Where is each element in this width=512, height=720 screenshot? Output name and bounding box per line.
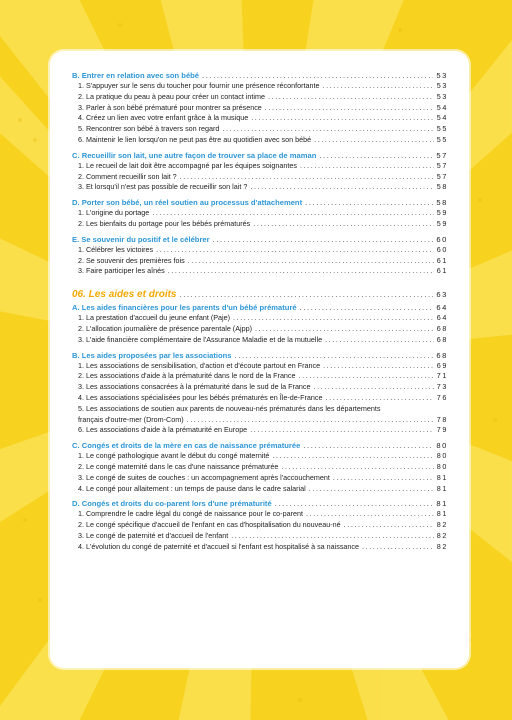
dot-leader bbox=[250, 425, 434, 436]
toc-entry[interactable] bbox=[72, 335, 448, 346]
section-title: C. Recueillir son lait, une autre façon de trouver sa place de maman bbox=[72, 150, 317, 160]
dot-leader bbox=[265, 103, 434, 114]
dot-leader bbox=[305, 197, 433, 208]
toc-page-number: 68 bbox=[436, 350, 448, 360]
toc-entry-label: 2. Se souvenir des premières fois bbox=[78, 255, 185, 265]
toc-page-number: 69 bbox=[436, 360, 448, 370]
toc-entry[interactable] bbox=[72, 124, 448, 135]
toc-entry-label: 5. Les associations de soutien aux parents de nouveau-nés prématurés dans les départements bbox=[78, 403, 381, 413]
toc-page-number: 64 bbox=[436, 313, 448, 323]
dot-leader bbox=[180, 289, 434, 301]
toc-entry-label: 2. Les associations d'aide à la prématurité dans le nord de la France bbox=[78, 371, 296, 381]
toc-page-number: 81 bbox=[436, 483, 448, 493]
dot-leader bbox=[326, 393, 434, 404]
table-of-contents bbox=[72, 69, 448, 553]
toc-section[interactable] bbox=[72, 150, 448, 161]
toc-entry-label: 2. La pratique du peau à peau pour créer un contact intime bbox=[78, 91, 266, 101]
toc-page-number: 60 bbox=[436, 244, 448, 254]
toc-entry-label: 5. Rencontrer son bébé à travers son regard bbox=[78, 124, 220, 134]
toc-entry[interactable] bbox=[72, 103, 448, 114]
toc-page-number: 81 bbox=[436, 499, 448, 509]
toc-entry-label: 3. Le congé de suites de couches : un accompagnement après l'accouchement bbox=[78, 472, 330, 482]
toc-entry-label: 3. L'aide financière complémentaire de l'Assurance Maladie et de la mutuelle bbox=[78, 334, 323, 344]
toc-page-number: 58 bbox=[436, 182, 448, 192]
toc-entry-label: 3. Parler à son bébé prématuré pour montrer sa présence bbox=[78, 102, 262, 112]
section-title: B. Les aides proposées par les associations bbox=[72, 350, 232, 360]
dot-leader bbox=[202, 70, 433, 81]
toc-entry-label: 3. Le congé de paternité et d'accueil de l'enfant bbox=[78, 530, 229, 540]
dot-leader bbox=[156, 245, 434, 256]
toc-page-number: 60 bbox=[436, 234, 448, 244]
dot-leader bbox=[303, 440, 433, 451]
toc-page-number: 57 bbox=[436, 171, 448, 181]
toc-entry[interactable] bbox=[72, 313, 448, 324]
toc-entry[interactable] bbox=[72, 382, 448, 393]
toc-page-number: 53 bbox=[436, 71, 448, 80]
toc-entry[interactable] bbox=[72, 256, 448, 267]
section-title: A. Les aides financières pour les parents d'un bébé prématuré bbox=[72, 303, 297, 313]
toc-page-number: 54 bbox=[436, 102, 448, 112]
toc-entry[interactable] bbox=[72, 404, 448, 426]
toc-page-number: 57 bbox=[436, 160, 448, 170]
dot-leader bbox=[281, 462, 433, 473]
toc-entry[interactable] bbox=[72, 531, 448, 542]
toc-entry[interactable] bbox=[72, 520, 448, 531]
toc-entry[interactable] bbox=[72, 509, 448, 520]
toc-page-number: 61 bbox=[436, 266, 448, 276]
toc-page-number: 71 bbox=[436, 371, 448, 381]
toc-page-number: 78 bbox=[436, 414, 448, 424]
toc-page bbox=[50, 51, 469, 668]
toc-entry[interactable] bbox=[72, 393, 448, 404]
toc-entry[interactable] bbox=[72, 542, 448, 553]
toc-entry-label: 1. Le recueil de lait doit être accompagné par les équipes soignantes bbox=[78, 160, 297, 170]
toc-page-number: 64 bbox=[436, 303, 448, 313]
toc-entry[interactable] bbox=[72, 245, 448, 256]
toc-entry-label: 4. Les associations spécialisées pour les bébés prématurés en Île-de-France bbox=[78, 392, 323, 402]
toc-entry[interactable] bbox=[72, 484, 448, 495]
dot-leader bbox=[314, 382, 434, 393]
toc-entry-label: 2. Les bienfaits du portage pour les bébés prématurés bbox=[78, 218, 251, 228]
toc-entry-label: 4. Créez un lien avec votre enfant grâce à la musique bbox=[78, 113, 249, 123]
toc-entry-label: 4. L'évolution du congé de paternité et d'accueil si l'enfant est hospitalisé à sa naissance bbox=[78, 541, 360, 551]
toc-entry[interactable] bbox=[72, 462, 448, 473]
toc-page-number: 80 bbox=[436, 451, 448, 461]
toc-entry[interactable] bbox=[72, 425, 448, 436]
dot-leader bbox=[319, 150, 433, 161]
toc-entry-label: 6. Maintenir le lien lorsqu'on ne peut pas être au quotidien avec son bébé bbox=[78, 134, 312, 144]
dot-leader bbox=[272, 451, 433, 462]
toc-chapter[interactable] bbox=[72, 289, 448, 301]
dot-leader bbox=[323, 81, 434, 92]
section-title: C. Congés et droits de la mère en cas de naissance prématurée bbox=[72, 441, 301, 451]
toc-page-number: 53 bbox=[436, 81, 448, 90]
dot-leader bbox=[300, 302, 434, 313]
toc-page-number: 63 bbox=[436, 290, 448, 300]
toc-page-number: 61 bbox=[436, 255, 448, 265]
toc-section[interactable] bbox=[72, 350, 448, 361]
toc-section[interactable] bbox=[72, 197, 448, 208]
toc-page-number: 68 bbox=[436, 323, 448, 333]
section-title: D. Porter son bébé, un réel soutien au processus d'attachement bbox=[72, 198, 303, 208]
toc-section[interactable] bbox=[72, 498, 448, 509]
dot-leader bbox=[362, 542, 434, 553]
toc-section[interactable] bbox=[72, 70, 448, 81]
dot-leader bbox=[187, 415, 434, 426]
toc-page-number: 82 bbox=[436, 520, 448, 530]
toc-entry[interactable] bbox=[72, 81, 448, 92]
toc-entry-label: 1. Les associations de sensibilisation, d'action et d'écoute partout en France bbox=[78, 360, 321, 370]
toc-page-number: 82 bbox=[436, 541, 448, 551]
dot-leader bbox=[325, 335, 434, 346]
toc-entry-label: 1. L'origine du portage bbox=[78, 208, 150, 218]
toc-entry[interactable] bbox=[72, 92, 448, 103]
toc-page-number: 53 bbox=[436, 91, 448, 101]
toc-entry-label: 3. Les associations consacrées à la prématurité dans le sud de la France bbox=[78, 382, 311, 392]
section-title: B. Entrer en relation avec son bébé bbox=[72, 71, 200, 80]
toc-entry-label: 4. Le congé pour allaitement : un temps de pause dans le cadre salarial bbox=[78, 483, 306, 493]
dot-leader bbox=[309, 484, 434, 495]
section-title: D. Congés et droits du co-parent lors d'une prématurité bbox=[72, 499, 272, 509]
toc-section[interactable] bbox=[72, 302, 448, 313]
chapter-title: 06. Les aides et droits bbox=[72, 289, 177, 301]
dot-leader bbox=[299, 371, 434, 382]
toc-page-number: 55 bbox=[436, 124, 448, 134]
toc-page-number: 76 bbox=[436, 392, 448, 402]
toc-entry[interactable] bbox=[72, 135, 448, 146]
dot-leader bbox=[268, 92, 434, 103]
toc-page-number: 81 bbox=[436, 472, 448, 482]
dot-leader bbox=[231, 531, 434, 542]
dot-leader bbox=[168, 266, 434, 277]
dot-leader bbox=[333, 473, 434, 484]
toc-entry-label: 3. Faire participer les aînés bbox=[78, 266, 165, 276]
dot-leader bbox=[253, 219, 434, 230]
toc-entry-label: 1. S'appuyer sur le sens du toucher pour fournir une présence réconfortante bbox=[78, 81, 320, 90]
toc-entry[interactable] bbox=[72, 219, 448, 230]
toc-entry-label: 1. Comprendre le cadre légal du congé de naissance pour le co-parent bbox=[78, 509, 303, 519]
toc-entry[interactable] bbox=[72, 113, 448, 124]
toc-page-number: 82 bbox=[436, 530, 448, 540]
toc-entry[interactable] bbox=[72, 324, 448, 335]
toc-section[interactable] bbox=[72, 440, 448, 451]
toc-page-number: 54 bbox=[436, 113, 448, 123]
toc-entry-label: 2. Comment recueillir son lait ? bbox=[78, 171, 177, 181]
dot-leader bbox=[233, 313, 434, 324]
toc-entry[interactable] bbox=[72, 473, 448, 484]
toc-section[interactable] bbox=[72, 234, 448, 245]
dot-leader bbox=[180, 172, 434, 183]
toc-page-number: 73 bbox=[436, 382, 448, 392]
toc-entry-label: 1. Célébrer les victoires bbox=[78, 244, 154, 254]
toc-page-number: 58 bbox=[436, 198, 448, 208]
toc-page-number: 59 bbox=[436, 218, 448, 228]
toc-entry[interactable] bbox=[72, 172, 448, 183]
toc-entry[interactable] bbox=[72, 208, 448, 219]
toc-entry-label: 3. Et lorsqu'il n'est pas possible de recueillir son lait ? bbox=[78, 182, 248, 192]
dot-leader bbox=[213, 234, 434, 245]
dot-leader bbox=[235, 350, 434, 361]
dot-leader bbox=[188, 256, 434, 267]
toc-page-number: 80 bbox=[436, 441, 448, 451]
toc-entry[interactable] bbox=[72, 371, 448, 382]
dot-leader bbox=[255, 324, 434, 335]
toc-page-number: 79 bbox=[436, 425, 448, 435]
dot-leader bbox=[314, 135, 434, 146]
toc-entry[interactable] bbox=[72, 451, 448, 462]
toc-entry[interactable] bbox=[72, 361, 448, 372]
dot-leader bbox=[300, 161, 434, 172]
toc-entry-label-continued: français d'outre-mer (Drom-Com) bbox=[78, 414, 184, 424]
section-title: E. Se souvenir du positif et le célébrer bbox=[72, 234, 210, 244]
dot-leader bbox=[152, 208, 433, 219]
dot-leader bbox=[251, 113, 434, 124]
toc-entry-label: 2. Le congé spécifique d'accueil de l'enfant en cas d'hospitalisation du nouveau-né bbox=[78, 520, 341, 530]
toc-page-number: 59 bbox=[436, 208, 448, 218]
toc-page-number: 81 bbox=[436, 509, 448, 519]
dot-leader bbox=[306, 509, 434, 520]
toc-entry[interactable] bbox=[72, 161, 448, 172]
toc-entry-label: 1. La prestation d'accueil du jeune enfant (Paje) bbox=[78, 313, 231, 323]
toc-entry-label: 2. L'allocation journalière de présence parentale (Ajpp) bbox=[78, 323, 252, 333]
dot-leader bbox=[344, 520, 434, 531]
dot-leader bbox=[323, 361, 434, 372]
toc-page-number: 68 bbox=[436, 334, 448, 344]
toc-page-number: 55 bbox=[436, 134, 448, 144]
toc-entry-label: 6. Les associations d'aide à la prématurité en Europe bbox=[78, 425, 248, 435]
dot-leader bbox=[275, 498, 434, 509]
toc-entry[interactable] bbox=[72, 266, 448, 277]
toc-page-number: 80 bbox=[436, 461, 448, 471]
toc-entry-label: 2. Le congé maternité dans le cas d'une naissance prématurée bbox=[78, 461, 279, 471]
dot-leader bbox=[222, 124, 433, 135]
toc-entry-label: 1. Le congé pathologique avant le début du congé maternité bbox=[78, 451, 270, 461]
toc-page-number: 57 bbox=[436, 150, 448, 160]
dot-leader bbox=[250, 182, 433, 193]
toc-entry[interactable] bbox=[72, 182, 448, 193]
